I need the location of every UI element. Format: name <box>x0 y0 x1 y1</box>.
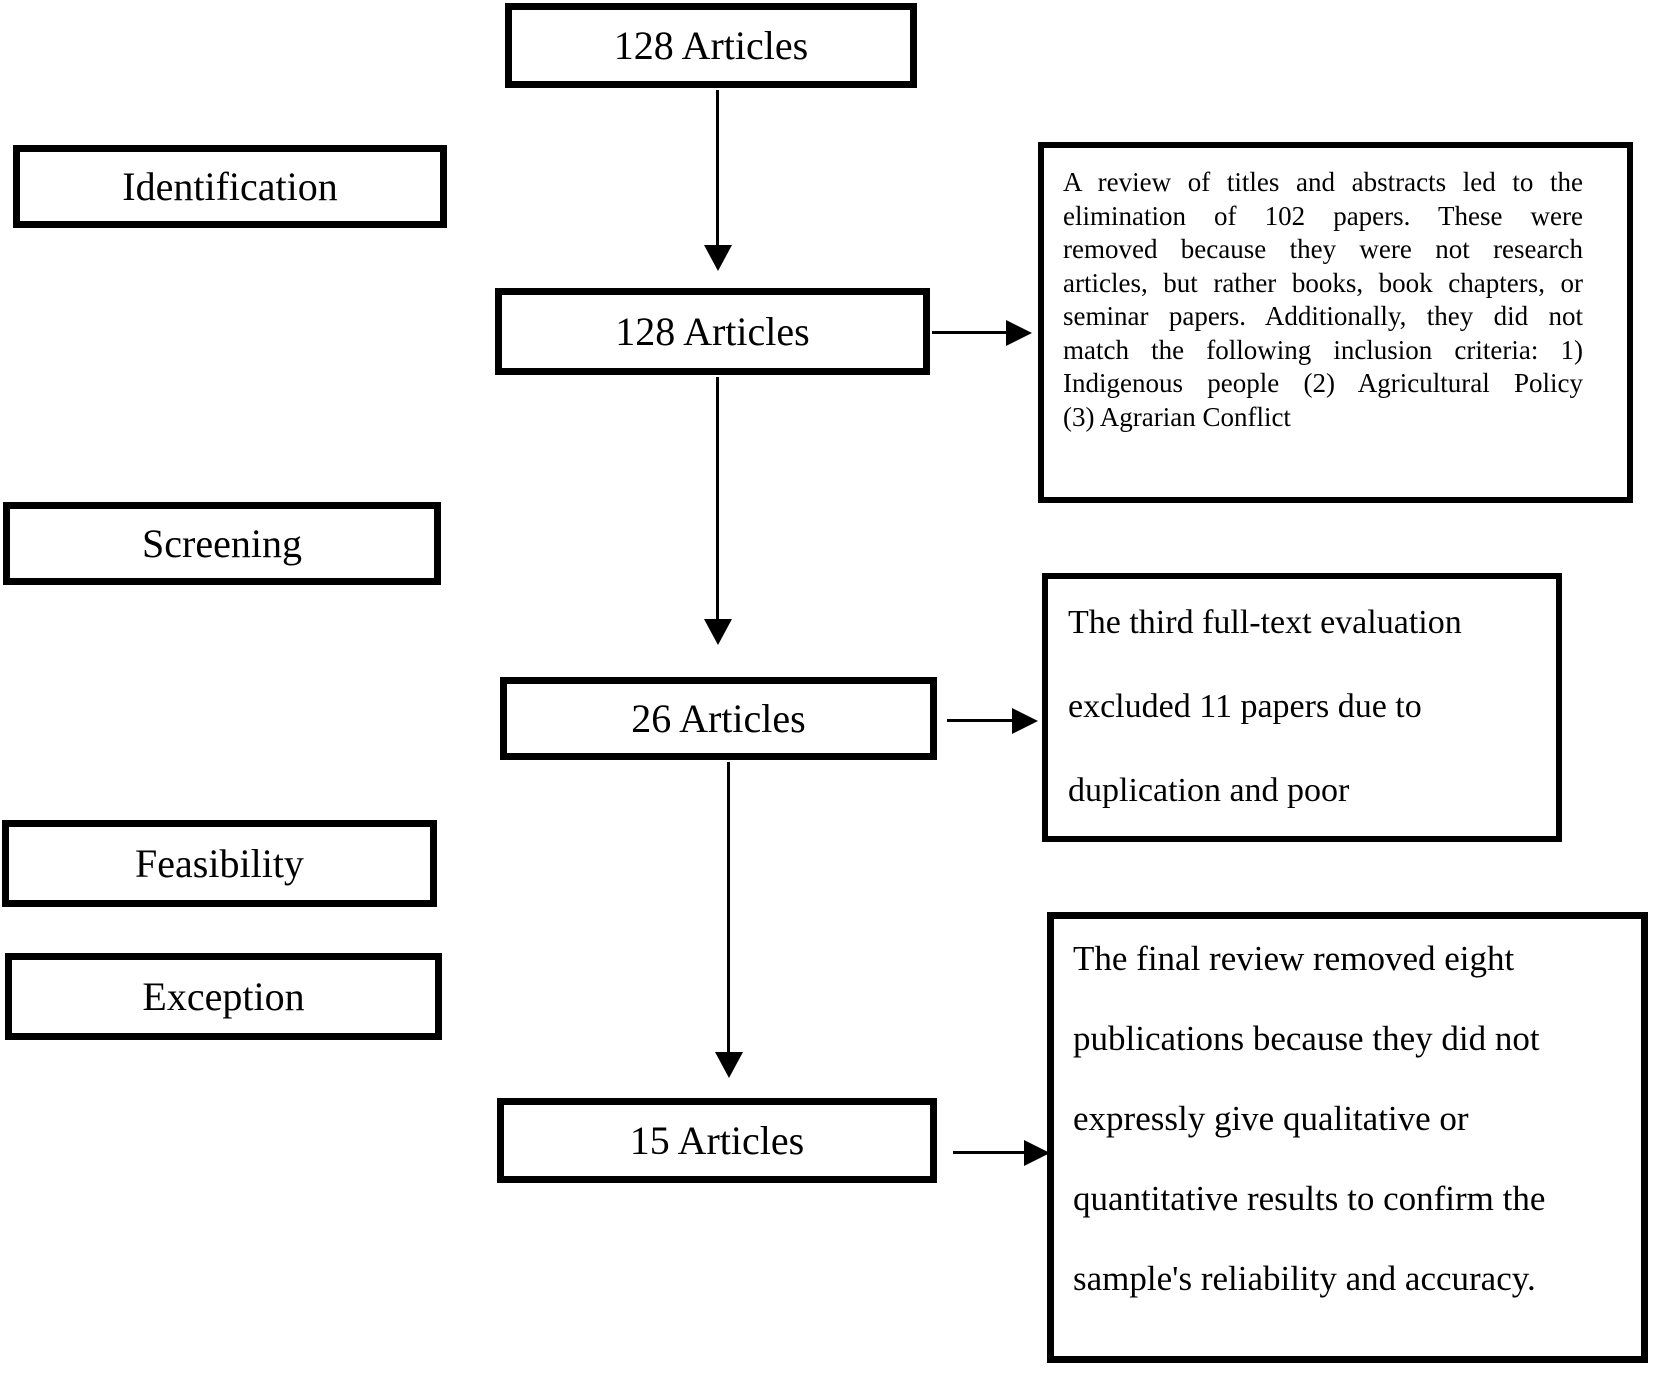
note-line: (3) Agrarian Conflict <box>1063 401 1291 432</box>
stage-label: Exception <box>142 973 305 1019</box>
flow-box-articles-fulltext <box>500 677 937 760</box>
stage-box-feasibility <box>2 820 437 907</box>
flow-box-articles-final <box>497 1098 937 1183</box>
arrow-down-fulltext-to-final <box>727 762 730 1052</box>
note-line: Indigenous people (2) Agricultural Policy <box>1063 368 1583 398</box>
stage-label: Identification <box>122 163 338 209</box>
note-line: quantitative results to confirm the <box>1073 1179 1546 1218</box>
flow-box-label: 128 Articles <box>615 308 810 354</box>
note-box-final-exclusions <box>1047 912 1648 1363</box>
arrow-right-final-to-note <box>953 1151 1024 1154</box>
stage-box-exception <box>5 953 442 1040</box>
note-line: match the following inclusion criteria: 1) <box>1063 334 1583 365</box>
flow-box-articles-screened <box>495 288 930 375</box>
flow-box-label: 26 Articles <box>631 695 806 741</box>
note-box-fulltext-exclusions <box>1042 573 1562 842</box>
note-line: duplication and poor <box>1068 772 1350 809</box>
note-line: The third full-text evaluation <box>1068 604 1462 641</box>
arrow-down-identified-to-screened <box>716 90 719 245</box>
flow-box-label: 128 Articles <box>613 22 809 68</box>
note-line: excluded 11 papers due to <box>1068 688 1422 725</box>
note-line: articles, but rather books, book chapters, or <box>1063 267 1583 298</box>
flow-box-articles-identified <box>505 3 917 88</box>
arrow-right-fulltext-to-note <box>947 719 1012 722</box>
note-line: The final review removed eight <box>1073 939 1515 978</box>
note-line: publications because they did not <box>1073 1019 1540 1058</box>
note-line: elimination of 102 papers. These were <box>1063 200 1583 231</box>
arrow-right-screened-to-note <box>932 331 1006 334</box>
note-box-screening-exclusions <box>1038 142 1633 503</box>
note-line: removed because they were not research <box>1063 234 1583 264</box>
note-line: sample's reliability and accuracy. <box>1073 1259 1536 1298</box>
stage-box-screening <box>3 502 441 585</box>
stage-label: Screening <box>142 520 302 566</box>
note-line: A review of titles and abstracts led to the <box>1063 167 1583 197</box>
note-line: seminar papers. Additionally, they did not <box>1063 301 1583 331</box>
arrow-down-screened-to-fulltext <box>716 377 719 619</box>
stage-box-identification <box>13 145 447 228</box>
note-line: expressly give qualitative or <box>1073 1099 1469 1138</box>
flow-box-label: 15 Articles <box>629 1117 805 1163</box>
stage-label: Feasibility <box>135 840 304 886</box>
